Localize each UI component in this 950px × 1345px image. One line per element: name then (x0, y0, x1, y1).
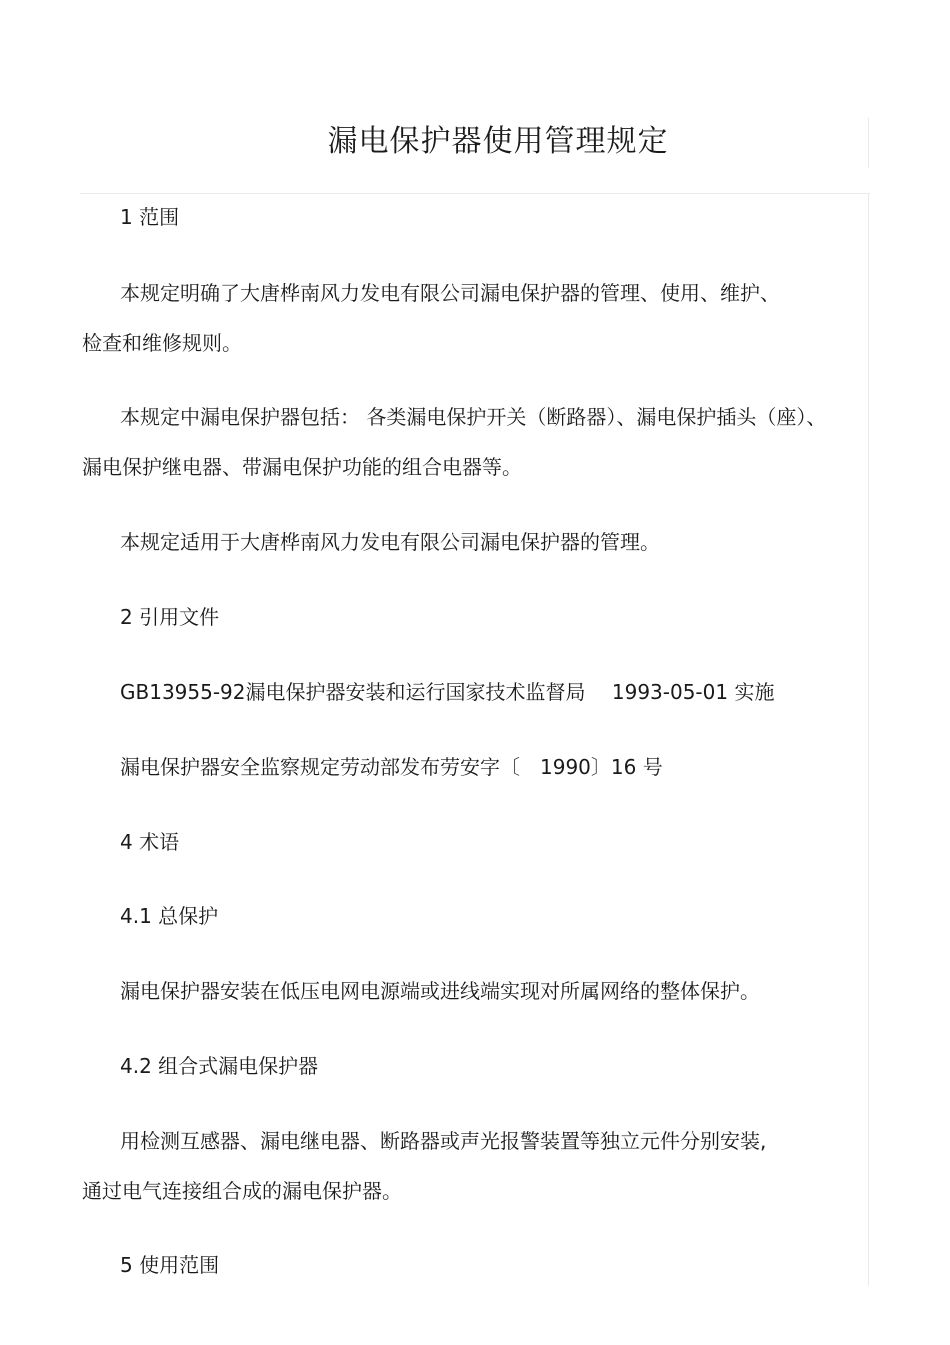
section-heading-2: 2 引用文件 (120, 605, 220, 629)
paragraph-line: 通过电气连接组合成的漏电保护器。 (82, 1179, 402, 1203)
document-title: 漏电保护器使用管理规定 (327, 124, 669, 159)
paragraph-line: 本规定中漏电保护器包括： 各类漏电保护开关（断路器）、漏电保护插头（座）、 (120, 405, 827, 429)
reference-line: GB13955-92漏电保护器安装和运行国家技术监督局 1993-05-01 实施 (120, 680, 775, 704)
paragraph-line: 漏电保护器安装在低压电网电源端或进线端实现对所属网络的整体保护。 (120, 979, 760, 1003)
subsection-heading-4-2: 4.2 组合式漏电保护器 (120, 1054, 319, 1078)
paragraph-line: 本规定适用于大唐桦南风力发电有限公司漏电保护器的管理。 (120, 530, 660, 554)
subsection-heading-4-1: 4.1 总保护 (120, 904, 219, 928)
right-margin-rule-top (868, 118, 869, 168)
section-heading-1: 1 范围 (120, 205, 180, 229)
right-margin-rule (868, 194, 869, 1286)
paragraph-line: 检查和维修规则。 (82, 331, 242, 355)
paragraph-line: 漏电保护继电器、带漏电保护功能的组合电器等。 (82, 455, 522, 479)
section-heading-5: 5 使用范围 (120, 1253, 220, 1277)
reference-line: 漏电保护器安全监察规定劳动部发布劳安字〔 1990〕16 号 (120, 755, 663, 779)
paragraph-line: 本规定明确了大唐桦南风力发电有限公司漏电保护器的管理、使用、维护、 (120, 281, 780, 305)
title-divider (80, 193, 870, 194)
section-heading-4: 4 术语 (120, 830, 180, 854)
paragraph-line: 用检测互感器、漏电继电器、断路器或声光报警装置等独立元件分别安装, (120, 1129, 767, 1153)
